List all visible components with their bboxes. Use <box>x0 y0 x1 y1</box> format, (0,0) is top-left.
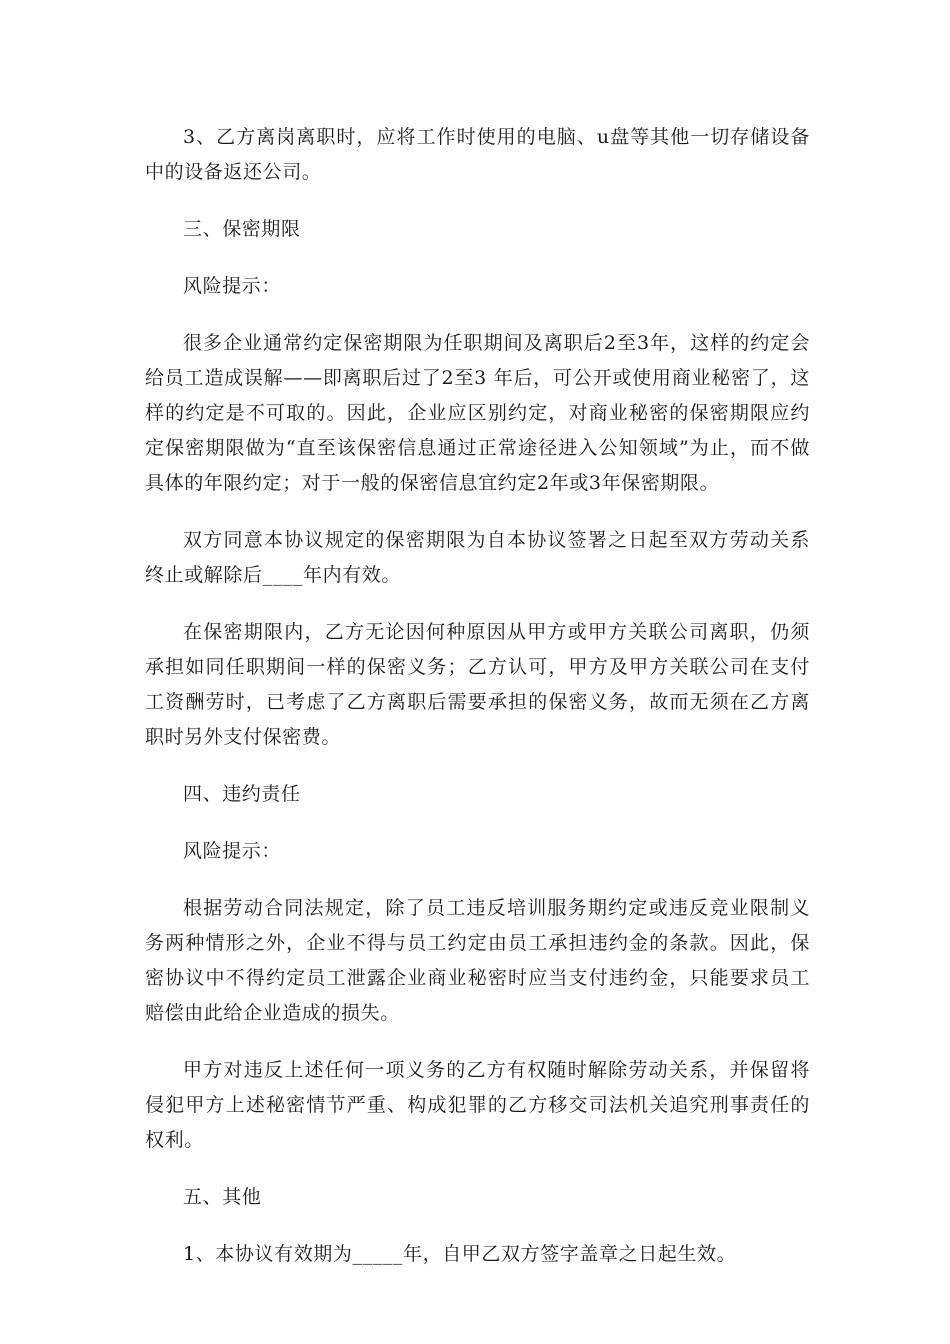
section-heading-other: 五、其他 <box>183 1186 262 1208</box>
risk-notice-paragraph: 根据劳动合同法规定，除了员工违反培训服务期约定或违反竞业限制义务两种情形之外，企业不得与员工约定由员工承担违约金的条款。因此，保密协议中不得约定员工泄露企业商业秘密时应当支付违约金，只能要求员工赔偿由此给企业造成的损失。 <box>145 897 810 1024</box>
liability-clause: 甲方对违反上述任何一项义务的乙方有权随时解除劳动关系，并保留将侵犯甲方上述秘密情节严重、构成犯罪的乙方移交司法机关追究刑事责任的权利。 <box>145 1059 810 1151</box>
section-heading-confidentiality-period: 三、保密期限 <box>183 218 301 240</box>
post-employment-obligation-clause: 在保密期限内，乙方无论因何种原因从甲方或甲方关联公司离职，仍须承担如同任职期间一样的保密义务；乙方认可，甲方及甲方关联公司在支付工资酬劳时，已考虑了乙方离职后需要承担的保密义务，故而无须在乙方离职时另外支付保密费。 <box>145 621 810 748</box>
risk-notice-paragraph: 很多企业通常约定保密期限为任职期间及离职后2至3年，这样的约定会给员工造成误解——即离职后过了2至3 年后，可公开或使用商业秘密了，这样的约定是不可取的。因此，企业应区别约定，对商业秘密的保密期限应约定保密期限做为“直至该保密信息通过正常途径进入公知领域”为止，而不做具体的年限约定；对于一般的保密信息宜约定2年或3年保密期限。 <box>145 332 810 494</box>
clause-3-device-return: 3、乙方离岗离职时，应将工作时使用的电脑、u盘等其他一切存储设备中的设备返还公司。 <box>145 126 810 183</box>
confidentiality-period-clause: 双方同意本协议规定的保密期限为自本协议签署之日起至双方劳动关系终止或解除后____年内有效。 <box>145 529 810 586</box>
document-body <box>145 120 810 1294</box>
section-heading-liability: 四、违约责任 <box>183 783 301 805</box>
clause-1-validity-period: 1、本协议有效期为_____年，自甲乙双方签字盖章之日起生效。 <box>183 1243 737 1265</box>
risk-notice-label: 风险提示： <box>183 275 282 297</box>
risk-notice-label: 风险提示： <box>183 840 282 862</box>
